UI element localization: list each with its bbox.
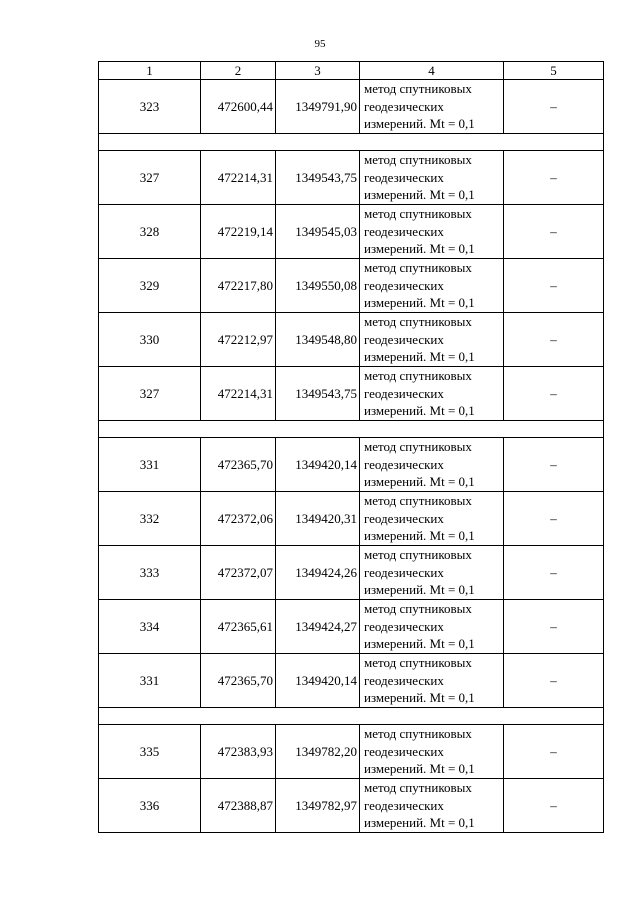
note-cell: –: [504, 600, 604, 654]
point-number-cell: 327: [99, 367, 201, 421]
method-line: измерений. Mt = 0,1: [364, 349, 475, 365]
table-row: [99, 205, 604, 259]
group-separator-row: [99, 421, 604, 438]
method-cell: [360, 725, 504, 779]
method-line: геодезических: [364, 510, 444, 526]
method-line: метод спутниковых: [364, 206, 472, 222]
x-coordinate-cell: 472388,87: [201, 779, 276, 833]
method-line: измерений. Mt = 0,1: [364, 690, 475, 706]
table-row: [99, 151, 604, 205]
y-coordinate-cell: 1349545,03: [276, 205, 360, 259]
method-line: метод спутниковых: [364, 547, 472, 563]
column-header: 4: [360, 62, 504, 80]
method-line: метод спутниковых: [364, 655, 472, 671]
method-line: геодезических: [364, 743, 444, 759]
method-line: метод спутниковых: [364, 780, 472, 796]
method-line: измерений. Mt = 0,1: [364, 815, 475, 831]
method-line: измерений. Mt = 0,1: [364, 241, 475, 257]
table-row: [99, 259, 604, 313]
method-line: измерений. Mt = 0,1: [364, 582, 475, 598]
x-coordinate-cell: 472212,97: [201, 313, 276, 367]
method-cell: [360, 492, 504, 546]
method-line: геодезических: [364, 331, 444, 347]
method-line: метод спутниковых: [364, 368, 472, 384]
method-cell: [360, 546, 504, 600]
x-coordinate-cell: 472217,80: [201, 259, 276, 313]
note-cell: –: [504, 438, 604, 492]
x-coordinate-cell: 472600,44: [201, 80, 276, 134]
method-cell: [360, 313, 504, 367]
y-coordinate-cell: 1349420,14: [276, 438, 360, 492]
group-separator-row: [99, 134, 604, 151]
point-number-cell: 333: [99, 546, 201, 600]
method-line: геодезических: [364, 672, 444, 688]
x-coordinate-cell: 472365,70: [201, 654, 276, 708]
method-line: метод спутниковых: [364, 260, 472, 276]
x-coordinate-cell: 472372,07: [201, 546, 276, 600]
y-coordinate-cell: 1349424,27: [276, 600, 360, 654]
method-cell: [360, 779, 504, 833]
note-cell: –: [504, 654, 604, 708]
point-number-cell: 334: [99, 600, 201, 654]
table-row: [99, 546, 604, 600]
method-cell: [360, 151, 504, 205]
y-coordinate-cell: 1349424,26: [276, 546, 360, 600]
method-cell: [360, 600, 504, 654]
point-number-cell: 328: [99, 205, 201, 259]
method-line: метод спутниковых: [364, 314, 472, 330]
point-number-cell: 330: [99, 313, 201, 367]
method-line: метод спутниковых: [364, 601, 472, 617]
column-header: 3: [276, 62, 360, 80]
note-cell: –: [504, 205, 604, 259]
method-line: измерений. Mt = 0,1: [364, 636, 475, 652]
method-line: геодезических: [364, 223, 444, 239]
table-row: [99, 654, 604, 708]
method-cell: [360, 80, 504, 134]
method-line: геодезических: [364, 277, 444, 293]
table-row: [99, 600, 604, 654]
table-row: [99, 779, 604, 833]
method-line: измерений. Mt = 0,1: [364, 528, 475, 544]
point-number-cell: 331: [99, 438, 201, 492]
method-cell: [360, 654, 504, 708]
table-row: [99, 313, 604, 367]
point-number-cell: 323: [99, 80, 201, 134]
point-number-cell: 327: [99, 151, 201, 205]
table-body: [99, 62, 604, 833]
point-number-cell: 329: [99, 259, 201, 313]
y-coordinate-cell: 1349420,31: [276, 492, 360, 546]
table-row: [99, 367, 604, 421]
x-coordinate-cell: 472365,61: [201, 600, 276, 654]
x-coordinate-cell: 472372,06: [201, 492, 276, 546]
method-line: метод спутниковых: [364, 152, 472, 168]
point-number-cell: 335: [99, 725, 201, 779]
note-cell: –: [504, 313, 604, 367]
method-line: геодезических: [364, 169, 444, 185]
note-cell: –: [504, 151, 604, 205]
method-line: метод спутниковых: [364, 81, 472, 97]
separator-cell: [99, 421, 604, 438]
method-line: измерений. Mt = 0,1: [364, 761, 475, 777]
coordinates-table: [98, 61, 604, 833]
point-number-cell: 331: [99, 654, 201, 708]
note-cell: –: [504, 725, 604, 779]
y-coordinate-cell: 1349782,97: [276, 779, 360, 833]
method-line: измерений. Mt = 0,1: [364, 116, 475, 132]
table-header-row: [99, 62, 604, 80]
method-line: метод спутниковых: [364, 493, 472, 509]
method-line: метод спутниковых: [364, 726, 472, 742]
column-header: 2: [201, 62, 276, 80]
note-cell: –: [504, 492, 604, 546]
note-cell: –: [504, 779, 604, 833]
column-header: 5: [504, 62, 604, 80]
method-cell: [360, 259, 504, 313]
method-line: измерений. Mt = 0,1: [364, 474, 475, 490]
method-line: измерений. Mt = 0,1: [364, 295, 475, 311]
method-line: измерений. Mt = 0,1: [364, 187, 475, 203]
note-cell: –: [504, 259, 604, 313]
method-cell: [360, 367, 504, 421]
y-coordinate-cell: 1349782,20: [276, 725, 360, 779]
method-line: геодезических: [364, 797, 444, 813]
x-coordinate-cell: 472214,31: [201, 367, 276, 421]
note-cell: –: [504, 367, 604, 421]
table-row: [99, 438, 604, 492]
method-line: геодезических: [364, 456, 444, 472]
x-coordinate-cell: 472365,70: [201, 438, 276, 492]
x-coordinate-cell: 472214,31: [201, 151, 276, 205]
method-line: измерений. Mt = 0,1: [364, 403, 475, 419]
y-coordinate-cell: 1349791,90: [276, 80, 360, 134]
table-row: [99, 725, 604, 779]
y-coordinate-cell: 1349543,75: [276, 367, 360, 421]
table-row: [99, 492, 604, 546]
x-coordinate-cell: 472383,93: [201, 725, 276, 779]
point-number-cell: 332: [99, 492, 201, 546]
method-line: геодезических: [364, 564, 444, 580]
method-line: геодезических: [364, 618, 444, 634]
y-coordinate-cell: 1349550,08: [276, 259, 360, 313]
method-line: геодезических: [364, 385, 444, 401]
y-coordinate-cell: 1349548,80: [276, 313, 360, 367]
x-coordinate-cell: 472219,14: [201, 205, 276, 259]
method-line: геодезических: [364, 98, 444, 114]
table-row: [99, 80, 604, 134]
group-separator-row: [99, 708, 604, 725]
page-number: 95: [314, 38, 326, 50]
point-number-cell: 336: [99, 779, 201, 833]
y-coordinate-cell: 1349420,14: [276, 654, 360, 708]
separator-cell: [99, 708, 604, 725]
method-cell: [360, 438, 504, 492]
note-cell: –: [504, 80, 604, 134]
column-header: 1: [99, 62, 201, 80]
separator-cell: [99, 134, 604, 151]
method-line: метод спутниковых: [364, 439, 472, 455]
y-coordinate-cell: 1349543,75: [276, 151, 360, 205]
note-cell: –: [504, 546, 604, 600]
method-cell: [360, 205, 504, 259]
